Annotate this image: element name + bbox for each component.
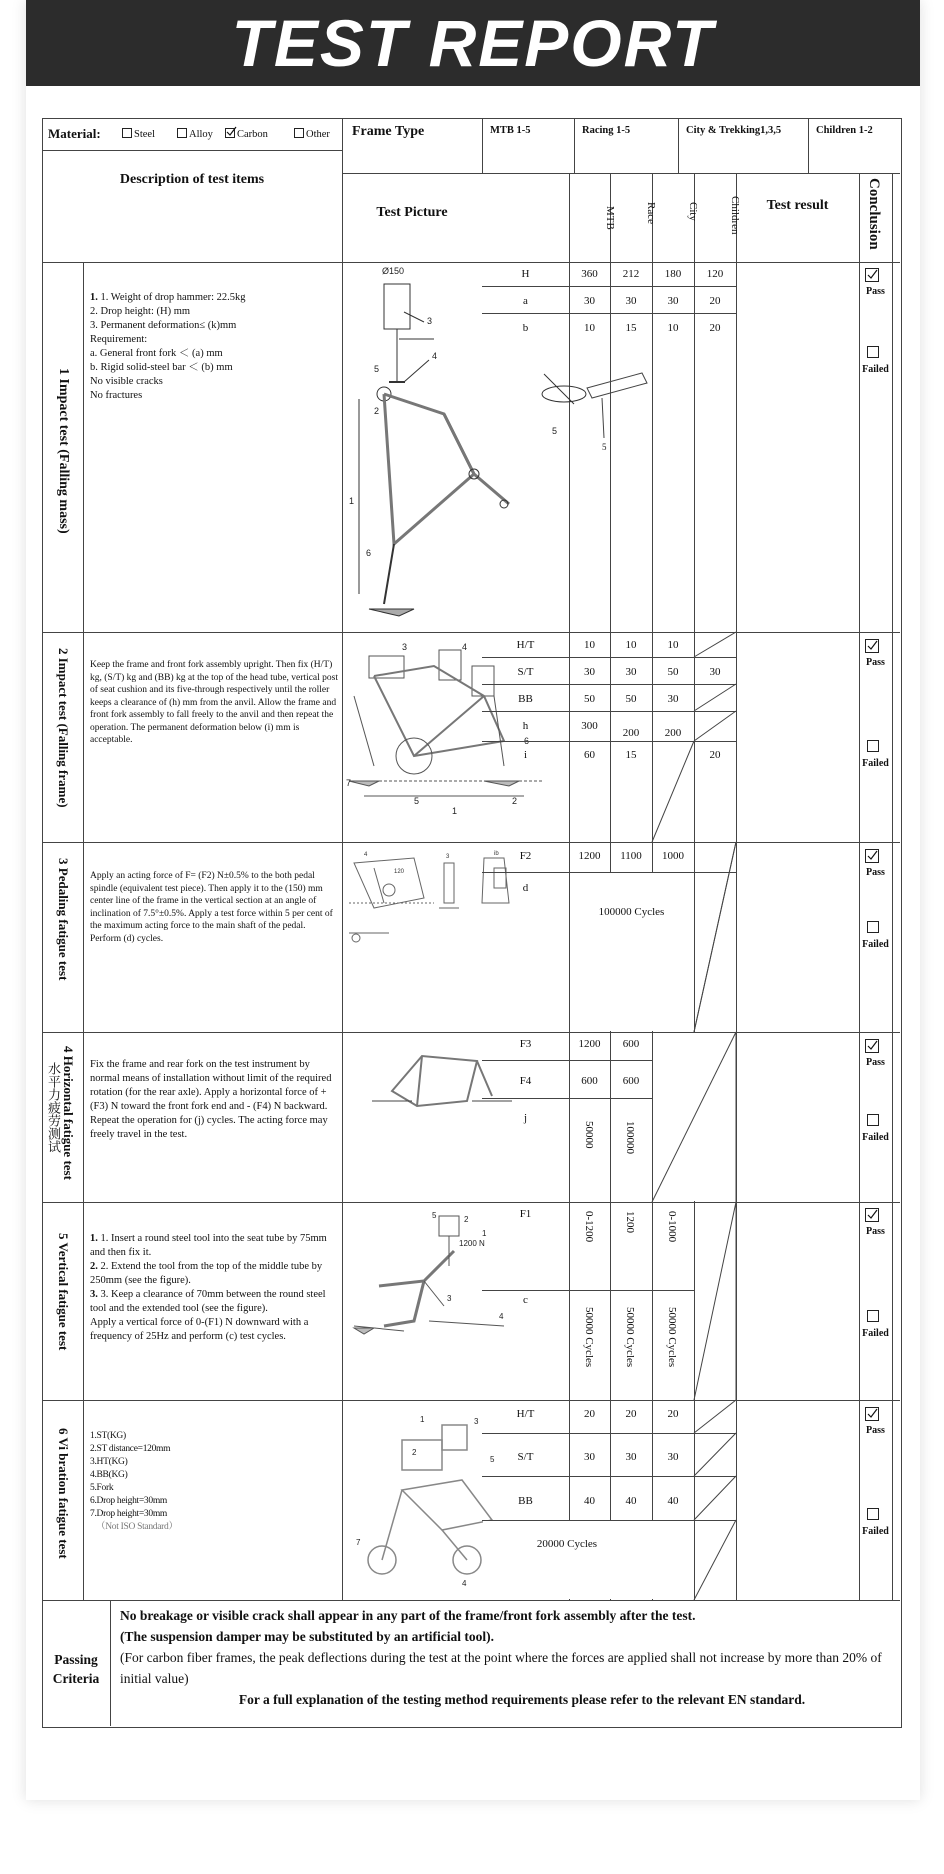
material-other[interactable]: Other	[294, 128, 330, 141]
s2-row-bb-mtb: 50	[584, 693, 595, 705]
s4-row-j-label: j	[523, 1112, 528, 1124]
svg-text:5: 5	[552, 426, 558, 436]
checkbox-alloy[interactable]	[177, 128, 187, 138]
s6-row-bb-race: 40	[625, 1495, 637, 1507]
s1-failed-checkbox[interactable]	[867, 346, 879, 358]
criteria-line-4: For a full explanation of the testing method requirements please refer to the relevant EN standard.	[238, 1692, 806, 1707]
svg-text:1200 N: 1200 N	[459, 1239, 485, 1248]
s2-row-h-mtb: 300	[581, 720, 598, 732]
checkbox-steel[interactable]	[122, 128, 132, 138]
s1-row-h-children: 120	[706, 268, 724, 280]
s4-diagonal-marks	[652, 1032, 752, 1202]
svg-text:3: 3	[446, 854, 450, 860]
s1-row-h-mtb: 360	[581, 268, 598, 280]
frame-type-city: City & Trekking1,3,5	[686, 125, 782, 136]
s1-row-a-race: 30	[625, 295, 637, 307]
s2-diagonal-marks	[652, 632, 742, 842]
section-3-diagram	[344, 848, 534, 958]
column-city: City	[687, 202, 699, 221]
s2-row-bb-race: 50	[625, 693, 637, 705]
s2-row-ht-city: 10	[667, 639, 679, 651]
s5-row-f1-label: F1	[519, 1208, 532, 1220]
svg-text:2: 2	[512, 796, 518, 806]
frame-type-racing: Racing 1-5	[582, 125, 631, 136]
s5-row-f1-city: 0-1000	[666, 1211, 678, 1243]
s3-row-f2-race: 1100	[620, 850, 642, 862]
s5-row-c-race: 50000 Cycles	[624, 1307, 636, 1368]
svg-text:2: 2	[374, 406, 380, 416]
s6-diagonal-marks	[694, 1400, 744, 1600]
s1-failed-label: Failed	[862, 364, 889, 375]
svg-text:7: 7	[356, 1538, 361, 1547]
svg-text:3: 3	[402, 642, 408, 652]
material-label: Material:	[48, 126, 101, 141]
s6-row-bb-label: BB	[518, 1495, 533, 1507]
s2-row-ht-label: H/T	[516, 639, 535, 651]
title-banner	[26, 0, 920, 86]
s6-row-st-city: 30	[667, 1451, 679, 1463]
svg-text:5: 5	[374, 364, 380, 374]
s6-row-ht-mtb: 20	[584, 1408, 595, 1420]
s3-failed-checkbox[interactable]	[867, 921, 879, 933]
test-result-header: Test result	[766, 198, 829, 213]
checkbox-other[interactable]	[294, 128, 304, 138]
s4-row-j-mtb: 50000	[583, 1121, 595, 1149]
section-2-title: 2 Impact test (Falling frame)	[56, 648, 71, 808]
s2-row-bb-city: 30	[667, 693, 679, 705]
svg-text:2: 2	[464, 1215, 469, 1224]
s1-row-b-mtb: 10	[584, 322, 595, 334]
s4-row-f4-mtb: 600	[581, 1075, 598, 1087]
description-header: Description of test items	[119, 172, 265, 187]
svg-text:Ø150: Ø150	[382, 266, 405, 276]
criteria-line-3: (For carbon fiber frames, the peak deflections during the test at the point where the forces are applied shall not increase by more than 20% of initial value)	[120, 1650, 882, 1686]
s5-failed-checkbox[interactable]	[867, 1310, 879, 1322]
svg-text:120: 120	[394, 869, 405, 875]
section-1-title: 1 Impact test (Falling mass)	[56, 368, 71, 534]
s6-failed-label: Failed	[862, 1526, 889, 1537]
s3-diagonal-marks	[694, 842, 754, 1032]
section-4-title-cn: 水平力疲劳测试	[46, 1062, 61, 1153]
s1-row-h-label: H	[521, 268, 530, 280]
s2-row-h-race: 200	[622, 727, 640, 739]
section-3-description: Apply an acting force of F= (F2) N±0.5% to the both pedal spindle (equivalent test piece). Then apply it to the (150) mm center line of the frame in the vertical section at an angle of inclination of 7.5°±0.5%. Apply a test force within 5 per cent of the maximum acting force to the main shaft of the pedal. Perform (d) cycles.	[90, 871, 333, 944]
s3-row-f2-mtb: 1200	[578, 850, 601, 862]
s1-row-a-city: 30	[667, 295, 679, 307]
section-6-title: 6 Vi bration fatigue test	[56, 1428, 71, 1559]
s3-pass-checkbox[interactable]	[865, 849, 879, 863]
section-4-title: 4 Horizontal fatigue test	[61, 1046, 76, 1180]
svg-text:3: 3	[427, 316, 433, 326]
s2-row-st-city: 50	[667, 666, 679, 678]
section-1-bike-drawing	[582, 358, 662, 458]
s6-row-st-race: 30	[625, 1451, 637, 1463]
s1-row-b-children: 20	[709, 322, 721, 334]
s1-row-a-label: a	[523, 295, 528, 307]
s4-failed-checkbox[interactable]	[867, 1114, 879, 1126]
s4-pass-checkbox[interactable]	[865, 1039, 879, 1053]
svg-text:4: 4	[432, 351, 438, 361]
s3-cycles: 100000 Cycles	[598, 906, 665, 918]
criteria-line-2: (The suspension damper may be substituted by an artificial tool).	[120, 1629, 495, 1644]
s2-row-st-race: 30	[625, 666, 637, 678]
s4-row-f4-race: 600	[622, 1075, 640, 1087]
s2-row-st-children: 30	[709, 666, 721, 678]
s4-row-j-race: 100000	[624, 1121, 636, 1154]
s2-failed-checkbox[interactable]	[867, 740, 879, 752]
section-5-description: 1. 1. Insert a round steel tool into the seat tube by 75mm and then fix it. 2. 2. Extend the tool from the top of the middle tube by 250mm (see the figure). 3. 3. Keep a clearance of 70mm between the round steel tool and the extended tool (see the figure). Apply a vertical force of 0-(F1) N downward with a frequency of 25Hz and perform (c) test cycles.	[90, 1233, 327, 1342]
s1-row-h-race: 212	[622, 268, 640, 280]
material-alloy[interactable]: Alloy	[177, 128, 213, 141]
s2-row-i-children: 20	[709, 749, 721, 761]
svg-text:1: 1	[349, 496, 355, 506]
s3-row-f2-label: F2	[519, 850, 532, 862]
frame-type-mtb: MTB 1-5	[490, 125, 531, 136]
s6-row-bb-mtb: 40	[584, 1495, 595, 1507]
svg-text:5: 5	[602, 442, 607, 452]
s6-pass-checkbox[interactable]	[865, 1407, 879, 1421]
section-1-diagram	[344, 264, 574, 624]
svg-text:7: 7	[346, 778, 352, 788]
s4-pass-label: Pass	[866, 1057, 885, 1068]
s5-row-c-city: 50000 Cycles	[666, 1307, 678, 1368]
s4-row-f3-race: 600	[622, 1038, 640, 1050]
s6-failed-checkbox[interactable]	[867, 1508, 879, 1520]
s1-row-h-city: 180	[664, 268, 682, 280]
svg-text:4: 4	[499, 1312, 504, 1321]
s2-row-ht-race: 10	[625, 639, 637, 651]
svg-text:ib: ib	[494, 851, 499, 857]
s3-pass-label: Pass	[866, 867, 885, 878]
report-card	[26, 0, 920, 1800]
s1-row-a-mtb: 30	[584, 295, 595, 307]
s4-row-f4-label: F4	[519, 1075, 532, 1087]
s5-row-c-label: c	[523, 1294, 528, 1306]
s3-row-d-label: d	[522, 882, 529, 894]
s2-row-st-mtb: 30	[584, 666, 595, 678]
s4-row-f3-label: F3	[519, 1038, 532, 1050]
svg-text:4: 4	[462, 1579, 467, 1588]
s6-row-ht-race: 20	[625, 1408, 637, 1420]
s6-row-st-label: S/T	[517, 1451, 534, 1463]
s5-failed-label: Failed	[862, 1328, 889, 1339]
svg-text:6: 6	[366, 548, 372, 558]
s1-row-b-city: 10	[667, 322, 679, 334]
material-steel[interactable]: Steel	[122, 128, 155, 141]
material-carbon[interactable]: Carbon	[225, 128, 268, 141]
s3-row-f2-city: 1000	[662, 850, 684, 862]
svg-text:2: 2	[412, 1448, 417, 1457]
s5-diagonal-marks	[694, 1202, 754, 1402]
s6-pass-label: Pass	[866, 1425, 885, 1436]
svg-text:5: 5	[490, 1455, 495, 1464]
frame-type-children: Children 1-2	[816, 125, 873, 136]
section-6-description: 1.ST(KG) 2.ST distance=120mm 3.HT(KG) 4.BB(KG) 5.Fork 6.Drop height=30mm 7.Drop height=30mm （Not ISO Standard）	[90, 1431, 178, 1532]
svg-text:4: 4	[364, 852, 368, 858]
s5-pass-label: Pass	[866, 1226, 885, 1237]
svg-text:3: 3	[474, 1417, 479, 1426]
column-race: Race	[645, 202, 657, 224]
section-2-description: Keep the frame and front fork assembly upright. Then fix (H/T) kg, (S/T) kg and (BB) kg at the top of the head tube, vertical post of seat cushion and its five-through respectively until the roller keeps a clearance of (h) mm from the anvil. Allow the frame and front fork assembly to fall freely to the anvil and then repeat the operation. The permanent deformation below (i) mm is acceptable.	[90, 660, 338, 745]
s4-failed-label: Failed	[862, 1132, 889, 1143]
conclusion-header: Conclusion	[866, 178, 882, 250]
s2-pass-checkbox[interactable]	[865, 639, 879, 653]
s2-row-h-label: h	[522, 720, 529, 732]
s6-row-st-mtb: 30	[584, 1451, 595, 1463]
section-3-title: 3 Pedaling fatigue test	[56, 858, 71, 981]
s2-row-i-mtb: 60	[584, 749, 595, 761]
test-report-table	[42, 118, 902, 1728]
section-5-title: 5 Vertical fatigue test	[56, 1233, 71, 1351]
svg-text:3: 3	[447, 1294, 452, 1303]
s2-row-i-label: i	[523, 749, 528, 761]
test-picture-header: Test Picture	[376, 205, 448, 220]
s6-cycles: 20000 Cycles	[536, 1538, 598, 1550]
s2-failed-label: Failed	[862, 758, 889, 769]
s5-row-f1-race: 1200	[624, 1211, 636, 1233]
s1-row-a-children: 20	[709, 295, 721, 307]
s6-row-ht-label: H/T	[516, 1408, 535, 1420]
report-title: TEST REPORT	[231, 6, 715, 80]
s2-row-h-city: 200	[664, 727, 682, 739]
s2-row-st-label: S/T	[517, 666, 534, 678]
s5-row-f1-mtb: 0-1200	[583, 1211, 595, 1243]
passing-criteria-text	[120, 1605, 894, 1710]
s2-row-i-race: 15	[625, 749, 637, 761]
s1-row-b-race: 15	[625, 322, 637, 334]
section-1-description: 1. 1. Weight of drop hammer: 22.5kg 2. Drop height: (H) mm 3. Permanent deformation≤ (k)mm Requirement: a. General front fork ＜ (a) mm b. Rigid solid-steel bar ＜ (b) mm No visible cracks No fractures	[90, 292, 246, 401]
passing-criteria-label: Passing Criteria	[52, 1652, 100, 1686]
svg-text:1: 1	[482, 1229, 487, 1238]
svg-text:4: 4	[462, 642, 468, 652]
column-mtb: MTB	[604, 206, 616, 230]
column-children: Children	[729, 196, 741, 235]
svg-text:5: 5	[414, 796, 420, 806]
svg-text:1: 1	[420, 1415, 425, 1424]
svg-text:5: 5	[432, 1211, 437, 1220]
svg-text:1: 1	[452, 806, 458, 816]
s1-pass-checkbox[interactable]	[865, 268, 879, 282]
s3-failed-label: Failed	[862, 939, 889, 950]
criteria-line-1: No breakage or visible crack shall appear in any part of the frame/front fork assembly after the test.	[120, 1608, 696, 1623]
frame-type-label: Frame Type	[352, 124, 425, 139]
s2-row-ht-mtb: 10	[584, 639, 595, 651]
s2-row-bb-label: BB	[518, 693, 533, 705]
s4-row-f3-mtb: 1200	[578, 1038, 601, 1050]
checkbox-carbon-checked[interactable]	[225, 128, 235, 138]
s5-row-c-mtb: 50000 Cycles	[583, 1307, 595, 1368]
s6-row-ht-city: 20	[667, 1408, 679, 1420]
s2-pass-label: Pass	[866, 657, 885, 668]
s5-pass-checkbox[interactable]	[865, 1208, 879, 1222]
s1-pass-label: Pass	[866, 286, 885, 297]
s6-row-bb-city: 40	[667, 1495, 679, 1507]
s1-row-b-label: b	[522, 322, 529, 334]
section-4-description: Fix the frame and rear fork on the test instrument by normal means of installation without limit of the required rotation (for the rear axle). Apply a horizontal force of + (F3) N toward the front fork end and - (F4) N backward. Repeat the operation for (j) cycles. The acting force may freely travel in the test.	[90, 1059, 332, 1140]
